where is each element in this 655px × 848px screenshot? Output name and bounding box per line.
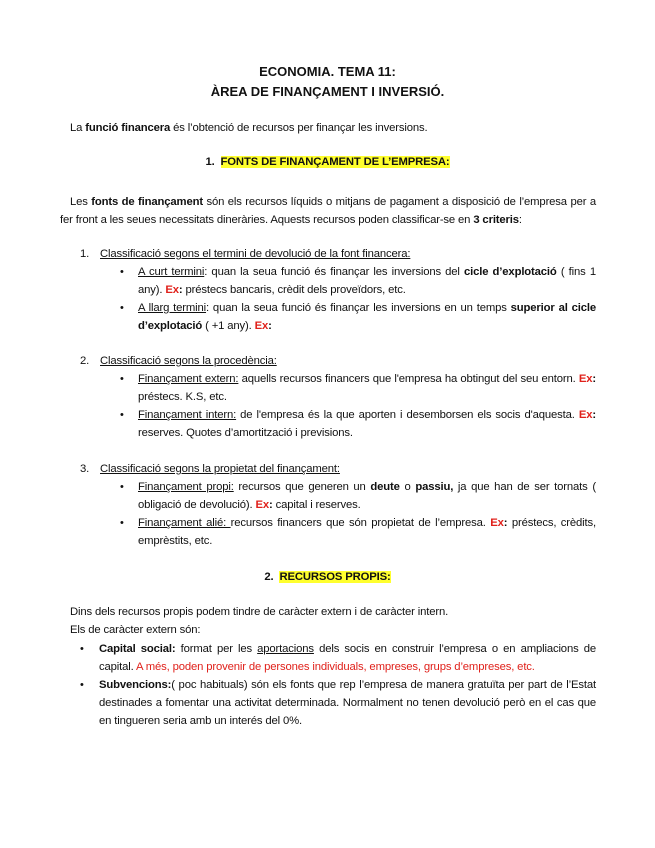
criterion-bullet [138, 478, 596, 514]
text-run: : [503, 517, 512, 529]
text-run: préstecs, crèdits, emprèstits, etc. [138, 517, 596, 547]
text-run: Capital social: [99, 643, 176, 655]
text-run: La [70, 122, 86, 134]
text-run: és l’obtenció de recursos per finançar les inversions. [170, 122, 428, 134]
text-run: deute [370, 481, 400, 493]
text-run: aportacions [257, 643, 314, 655]
text-run: A curt termini [138, 266, 205, 278]
criterion-bullet [138, 514, 596, 550]
text-run: funció financera [85, 122, 171, 134]
criterion-bullet [138, 263, 596, 299]
bullet-icon: • [120, 373, 124, 385]
text-run: recursos que generen un [233, 481, 371, 493]
text-run: o [399, 481, 416, 493]
criterion-label: Classificació segons la procedència: [100, 355, 277, 367]
text-run: : [592, 409, 596, 421]
text-run: Les [70, 196, 92, 208]
text-run: : [518, 214, 522, 226]
text-run: 3 criteris [473, 214, 519, 226]
example-label: Ex [165, 284, 179, 296]
example-label: Ex [255, 499, 269, 511]
section-1-paragraph [60, 193, 596, 229]
text-run: cicle d’explotació [463, 266, 557, 278]
text-run: Finançament intern: [138, 409, 237, 421]
criterion-number: 3. [80, 463, 90, 475]
text-run: Finançament propi: [138, 481, 234, 493]
document-subtitle: ÀREA DE FINANÇAMENT I INVERSIÓ. [210, 84, 445, 99]
bullet-icon: • [120, 481, 124, 493]
text-run: Subvencions: [99, 679, 172, 691]
bullet-icon: • [120, 409, 124, 421]
section-number: 2. [264, 571, 274, 583]
text-run: ( poc habituals) són els fonts que rep l’empresa de manera gratuïta per part de l’Estat destinades a fomentar una activitat determinada. Normalment no tenen devolució però en el cas que en tingueren seria amb un interés del 0%. [99, 679, 596, 727]
text-run: dels socis en construir l’empresa o en ampliacions de capital. [99, 643, 596, 673]
text-run: ( +1 any). [202, 320, 255, 332]
text-run: préstecs. K.S, etc. [138, 391, 227, 403]
example-label: Ex [578, 373, 593, 385]
text-run: : [178, 284, 186, 296]
section-2-line: Els de caràcter extern són: [70, 624, 201, 636]
criterion-bullet [138, 406, 596, 442]
capital-social-bullet [99, 640, 596, 676]
bullet-icon: • [80, 643, 84, 655]
section-title: RECURSOS PROPIS: [279, 571, 391, 583]
bullet-icon: • [120, 517, 124, 529]
bullet-icon: • [120, 266, 124, 278]
section-2-line: Dins dels recursos propis podem tindre de caràcter extern i de caràcter intern. [70, 606, 449, 618]
bullet-icon: • [80, 679, 84, 691]
text-run: : [268, 320, 272, 332]
text-run: préstecs bancaris, crèdit dels proveïdors, etc. [185, 284, 406, 296]
text-run: aquells recursos financers que l'empresa ha obtingut del seu entorn. [238, 373, 579, 385]
bullet-icon: • [120, 302, 124, 314]
text-run: : [269, 499, 276, 511]
document-title: ECONOMIA. TEMA 11: [259, 64, 396, 79]
text-run: passiu, [415, 481, 454, 493]
example-label: Ex [490, 517, 504, 529]
text-run: : [592, 373, 596, 385]
section-2-heading [0, 568, 655, 586]
text-run: de l'empresa és la que aporten i desemborsen els socis d'aquesta. [236, 409, 579, 421]
text-run: : quan la seua funció és finançar les inversions del [204, 266, 464, 278]
text-run: Finançament alié: [138, 517, 231, 529]
criterion-bullet [138, 299, 596, 335]
text-run: ( fins 1 any). [138, 266, 596, 296]
text-run: reserves. Quotes d’amortització i previsions. [138, 427, 353, 439]
text-run: són els recursos líquids o mitjans de pagament a disposició de l’empresa per a fer front a les seues necessitats dineràries. Aquests recursos poden classificar-se en [60, 196, 596, 226]
criterion-bullet [138, 370, 596, 406]
section-title: FONTS DE FINANÇAMENT DE L’EMPRESA: [220, 156, 450, 168]
section-number: 1. [205, 156, 215, 168]
text-run: : quan la seua funció és finançar les inversions en un temps [206, 302, 511, 314]
text-run: fonts de finançament [91, 196, 203, 208]
text-run: capital i reserves. [275, 499, 361, 511]
intro-paragraph [70, 119, 610, 137]
criterion-label: Classificació segons el termini de devolució de la font financera: [100, 248, 411, 260]
text-run: Finançament extern: [138, 373, 239, 385]
text-run: format per les [175, 643, 258, 655]
text-run: A més, poden provenir de persones individuals, empreses, grups d’empreses, etc. [135, 661, 535, 673]
example-label: Ex [254, 320, 269, 332]
criterion-number: 1. [80, 248, 90, 260]
text-run: ja que han de ser tornats ( obligació de devolució). [138, 481, 596, 511]
text-run: A llarg termini [138, 302, 207, 314]
subvencions-bullet [99, 676, 596, 730]
text-run: superior al cicle d’explotació [138, 302, 596, 332]
text-run: recursos financers que són propietat de l’empresa. [230, 517, 491, 529]
example-label: Ex [578, 409, 593, 421]
section-1-heading [0, 153, 655, 171]
criterion-label: Classificació segons la propietat del finançament: [100, 463, 340, 475]
criterion-number: 2. [80, 355, 90, 367]
